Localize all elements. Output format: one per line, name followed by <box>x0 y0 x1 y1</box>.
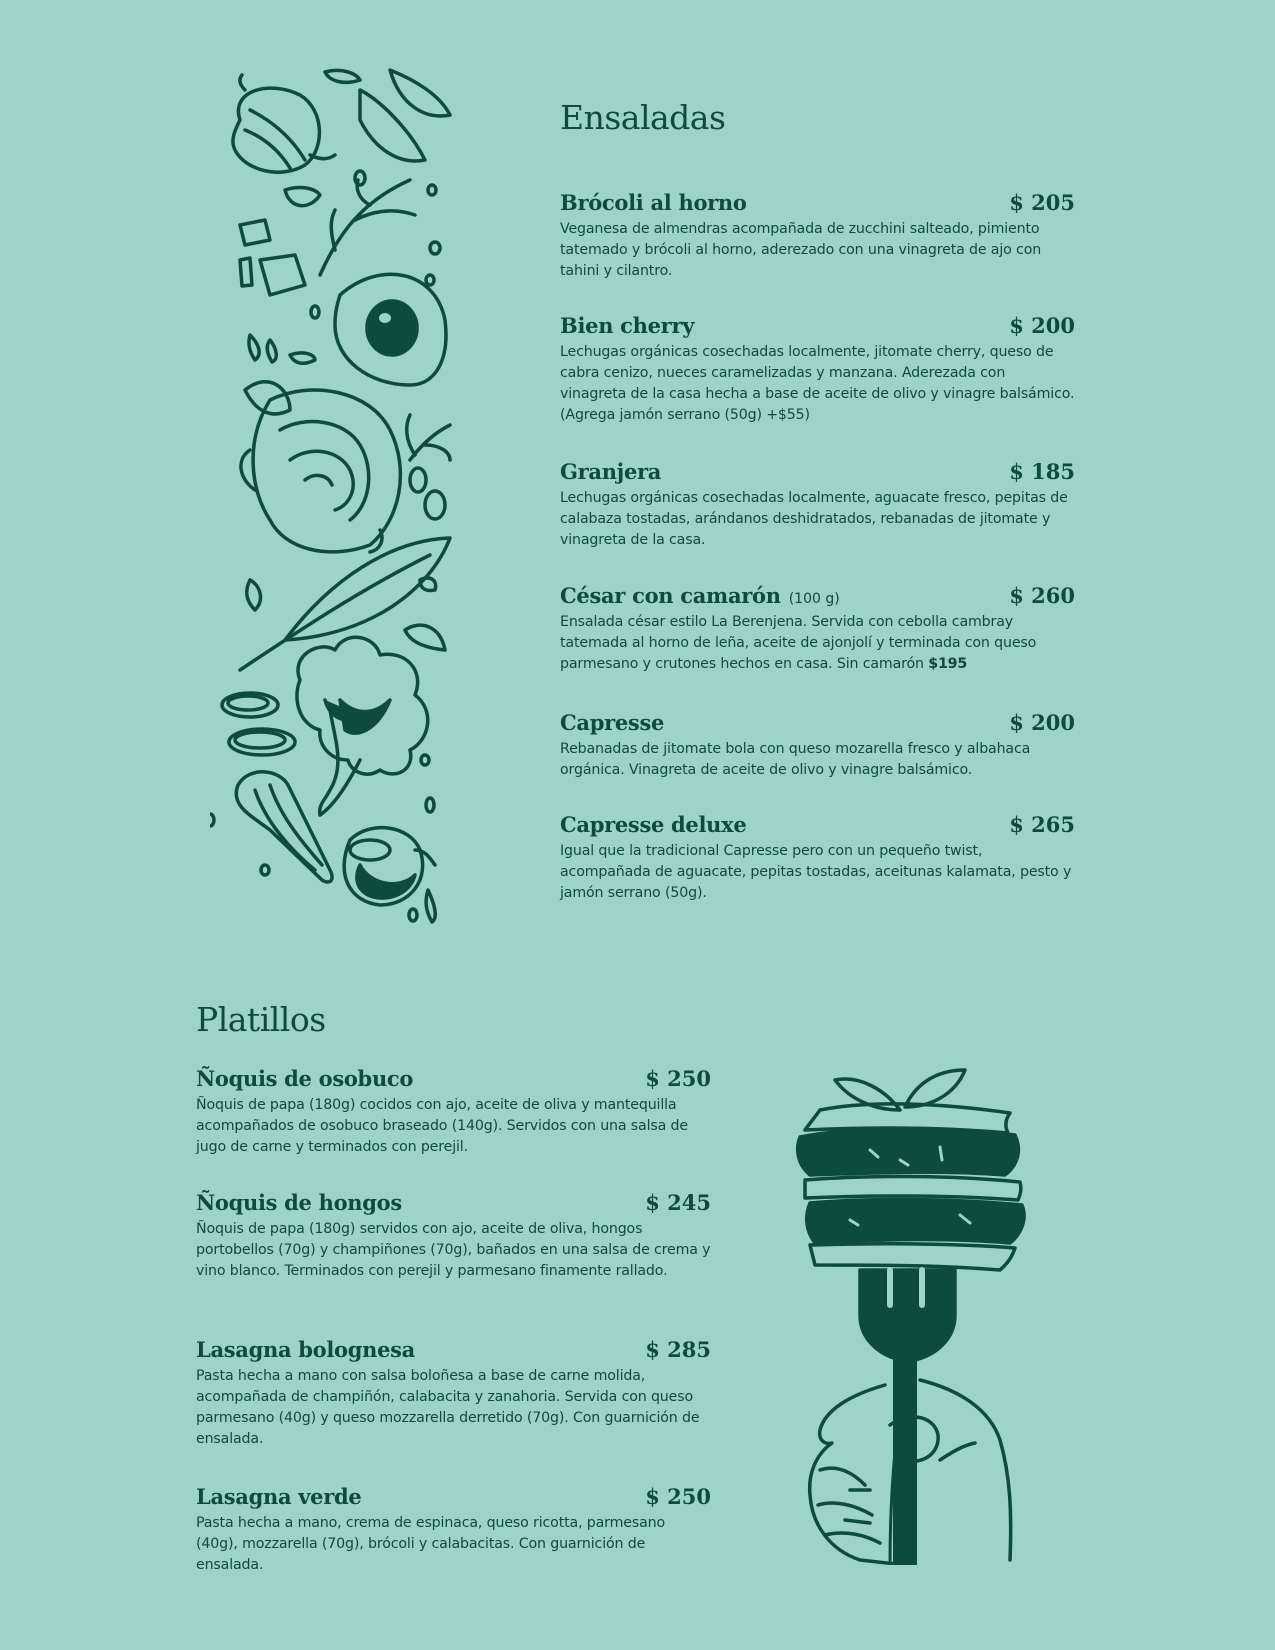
item-description <box>560 612 1075 675</box>
item-price: $ 250 <box>645 1066 711 1091</box>
item-price: $ 245 <box>645 1190 711 1215</box>
vegetables-illustration <box>210 60 480 980</box>
item-price: $ 285 <box>645 1337 711 1362</box>
item-price: $ 265 <box>1009 812 1075 837</box>
item-name: Bien cherry <box>560 313 695 338</box>
item-description: Pasta hecha a mano con salsa boloñesa a base de carne molida, acompañada de champiñón, calabacita y zanahoria. Servida con queso parmesano (40g) y queso mozzarella derretido (70g). Con guarnición de ensalada. <box>196 1368 700 1447</box>
menu-item <box>560 190 1075 282</box>
menu-item <box>560 313 1075 426</box>
item-price: $ 185 <box>1009 459 1075 484</box>
item-name: Lasagna verde <box>196 1484 362 1509</box>
broccoli-icon <box>297 637 428 815</box>
item-description: Lechugas orgánicas cosechadas localmente, jitomate cherry, queso de cabra cenizo, nueces caramelizadas y manzana. Aderezada con vinagreta de la casa hecha a base de aceite de olivo y vinagre balsámico. (Agrega jamón serrano (50g) +$55) <box>560 344 1075 423</box>
menu-item <box>196 1190 711 1282</box>
item-name: Ñoquis de osobuco <box>196 1066 414 1091</box>
item-description: Ñoquis de papa (180g) servidos con ajo, aceite de oliva, hongos portobellos (70g) y champiñones (70g), bañados en una salsa de crema y vino blanco. Terminados con perejil y parmesano finamente rallado. <box>196 1221 711 1279</box>
item-description: Lechugas orgánicas cosechadas localmente, aguacate fresco, pepitas de calabaza tostadas, arándanos deshidratados, rebanadas de jitomate y vinagreta de la casa. <box>560 490 1068 548</box>
section-title-ensaladas: Ensaladas <box>560 98 726 137</box>
menu-item <box>560 459 1075 551</box>
item-price: $ 205 <box>1009 190 1075 215</box>
item-price: $ 200 <box>1009 710 1075 735</box>
item-description: Igual que la tradicional Capresse pero con un pequeño twist, acompañada de aguacate, pepitas tostadas, aceitunas kalamata, pesto y jamón serrano (50g). <box>560 843 1072 901</box>
item-description-text: Ensalada césar estilo La Berenjena. Servida con cebolla cambray tatemada al horno de leña, aceite de ajonjolí y terminada con queso parmesano y crutones hechos en casa. Sin camarón <box>560 614 1037 672</box>
item-description: Ñoquis de papa (180g) cocidos con ajo, aceite de oliva y mantequilla acompañados de osobuco braseado (140g). Servidos con una salsa de jugo de carne y terminados con perejil. <box>196 1097 688 1155</box>
menu-item <box>196 1484 711 1576</box>
menu-item <box>560 710 1075 781</box>
avocado-icon <box>335 274 446 385</box>
item-description: Pasta hecha a mano, crema de espinaca, queso ricotta, parmesano (40g), mozzarella (70g), brócoli y calabacitas. Con guarnición de ensalada. <box>196 1515 666 1573</box>
menu-item <box>196 1066 711 1158</box>
item-name: Granjera <box>560 459 662 484</box>
tomato-icon <box>344 828 435 905</box>
section-title-platillos: Platillos <box>196 1000 326 1039</box>
item-alt-price: $195 <box>928 656 968 672</box>
menu-item <box>560 583 1075 675</box>
item-price: $ 200 <box>1009 313 1075 338</box>
menu-item <box>560 812 1075 904</box>
item-description: Rebanadas de jitomate bola con queso mozarella fresco y albahaca orgánica. Vinagreta de aceite de olivo y vinagre balsámico. <box>560 741 1031 778</box>
leaf-icon <box>240 538 450 670</box>
onion-icon <box>233 75 335 172</box>
item-name: Lasagna bolognesa <box>196 1337 415 1362</box>
item-name: Capresse deluxe <box>560 812 747 837</box>
lettuce-icon <box>241 382 400 552</box>
item-name: Ñoquis de hongos <box>196 1190 402 1215</box>
item-note: (100 g) <box>788 591 840 607</box>
item-price: $ 260 <box>1009 583 1075 608</box>
item-price: $ 250 <box>645 1484 711 1509</box>
item-name: César con camarón <box>560 583 781 608</box>
fork-lasagna-illustration <box>790 1065 1080 1565</box>
item-name: Capresse <box>560 710 665 735</box>
item-name: Brócoli al horno <box>560 190 747 215</box>
pepper-icon <box>236 772 332 882</box>
item-description: Veganesa de almendras acompañada de zucchini salteado, pimiento tatemado y brócoli al horno, aderezado con una vinagreta de ajo con tahini y cilantro. <box>560 221 1042 279</box>
menu-item <box>196 1337 711 1450</box>
